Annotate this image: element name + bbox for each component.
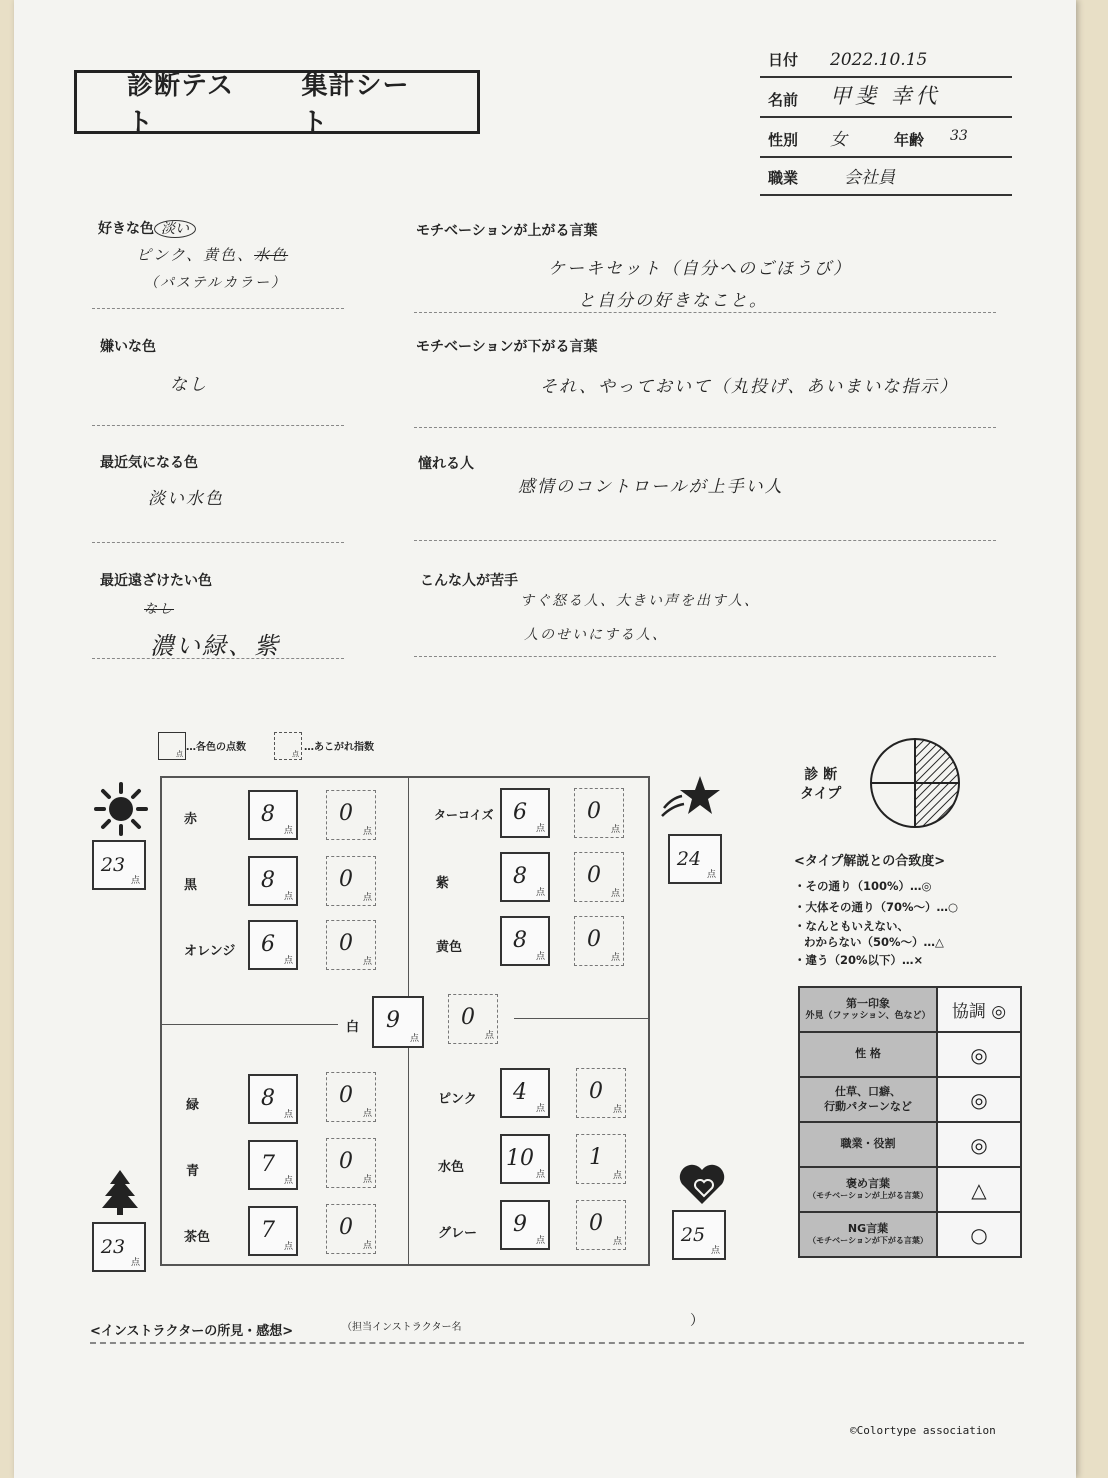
instructor-name-label: （担当インストラクター名 [342, 1322, 462, 1333]
score-box-red: 8 点 [248, 790, 298, 840]
admire-box-gray: 0 点 [576, 1200, 626, 1250]
footer-copyright: ©Colortype association [850, 1424, 996, 1437]
age-value: 33 [950, 128, 968, 144]
recent-color-answer: 淡い水色 [148, 489, 224, 509]
score-box-blue: 7 点 [248, 1140, 298, 1190]
sheet-title [74, 70, 480, 138]
color-label-orange: オレンジ [184, 944, 236, 959]
color-label-yellow: 黄色 [436, 940, 463, 955]
job-row [760, 158, 1012, 196]
gender-age-row [760, 120, 1012, 158]
color-label-blue: 青 [186, 1164, 200, 1179]
job-value: 会社員 [844, 168, 895, 188]
score-box-green: 8 点 [248, 1074, 298, 1124]
avoid-color-struck: なし [144, 602, 175, 617]
legend-solid-box: 点 [158, 732, 186, 760]
admired-label: 憧れる人 [418, 456, 474, 472]
color-label-white: 白 [346, 1020, 360, 1035]
divider [414, 312, 996, 313]
grid-line [514, 1018, 650, 1019]
admire-box-turquoise: 0 点 [574, 788, 624, 838]
motivation-up-answer-1: ケーキセット（自分へのごほうび） [548, 259, 852, 279]
star-icon [660, 772, 724, 822]
motivation-up-label: モチベーションが上がる言葉 [416, 223, 598, 239]
color-label-red: 赤 [184, 812, 198, 827]
divider [414, 540, 996, 541]
gender-label: 性別 [768, 131, 799, 149]
grid-line [408, 1048, 409, 1266]
score-sheet [14, 0, 1076, 1478]
tree-total: 23 点 [92, 1222, 146, 1272]
divider [414, 427, 996, 428]
match-title: <タイプ解説との合致度> [794, 854, 946, 869]
star-total: 24 点 [668, 834, 722, 884]
admire-box-blue: 0 点 [326, 1138, 376, 1188]
gender-value: 女 [830, 130, 847, 150]
admire-box-red: 0 点 [326, 790, 376, 840]
job-label: 職業 [768, 169, 799, 187]
grid-line [408, 776, 409, 1010]
color-label-black: 黒 [184, 878, 198, 893]
diagnosis-type-label: 診 断 タイプ [800, 767, 842, 802]
score-box-lightblue: 10 点 [500, 1134, 550, 1184]
sun-icon [94, 782, 148, 836]
admire-box-black: 0 点 [326, 856, 376, 906]
admire-box-green: 0 点 [326, 1072, 376, 1122]
admire-box-orange: 0 点 [326, 920, 376, 970]
score-box-white: 9 点 [372, 996, 424, 1048]
score-box-turquoise: 6 点 [500, 788, 550, 838]
liked-color-label: 好きな色 淡い [98, 218, 196, 238]
weak-at-label: こんな人が苦手 [420, 573, 518, 589]
admired-answer: 感情のコントロールが上手い人 [518, 477, 784, 497]
divider [92, 425, 344, 426]
color-label-pink: ピンク [438, 1092, 477, 1107]
legend-solid-text: …各色の点数 [186, 742, 246, 753]
instructor-close-paren: ） [690, 1313, 704, 1329]
color-label-brown: 茶色 [184, 1230, 211, 1245]
legend-dashed-box: 点 [274, 732, 302, 760]
age-label: 年齢 [894, 131, 925, 149]
liked-color-answer-2: （パステルカラー） [144, 275, 288, 291]
score-box-black: 8 点 [248, 856, 298, 906]
match-legend: ・その通り（100%）…◎ ・大体その通り（70%〜）…○ ・なんともいえない、 わからない（50%〜）…△ ・違う（20%以下）…× [794, 879, 959, 967]
admire-box-purple: 0 点 [574, 852, 624, 902]
color-label-turquoise: ターコイズ [434, 808, 494, 822]
title-part-1: 診断テスト [127, 71, 234, 138]
admire-box-pink: 0 点 [576, 1068, 626, 1118]
tree-icon [100, 1168, 140, 1216]
admire-box-white: 0 点 [448, 994, 498, 1044]
score-box-gray: 9 点 [500, 1200, 550, 1250]
grid-line [160, 1024, 338, 1025]
admire-box-lightblue: 1 点 [576, 1134, 626, 1184]
table-row: 褒め言葉 （モチベーションが上がる言葉） △ [799, 1167, 1021, 1212]
heart-total: 25 点 [672, 1210, 726, 1260]
name-value: 甲斐 幸代 [830, 84, 941, 108]
motivation-up-answer-2: と自分の好きなこと。 [578, 291, 768, 311]
liked-color-struck: 水色 [254, 246, 289, 264]
weak-at-answer-1: すぐ怒る人、大きい声を出す人、 [520, 593, 760, 609]
table-row: NG言葉 （モチベーションが下がる言葉） ○ [799, 1212, 1021, 1257]
admire-box-brown: 0 点 [326, 1204, 376, 1254]
disliked-color-label: 嫌いな色 [100, 339, 156, 355]
divider [92, 308, 344, 309]
divider [92, 658, 344, 659]
table-row: 職業・役割 ◎ [799, 1122, 1021, 1167]
table-row: 第一印象 外見（ファッション、色など） 協調 ◎ [799, 987, 1021, 1032]
color-label-green: 緑 [186, 1098, 200, 1113]
motivation-down-label: モチベーションが下がる言葉 [416, 339, 598, 355]
name-row [760, 80, 1012, 118]
date-label: 日付 [768, 51, 799, 69]
date-value: 2022.10.15 [830, 50, 928, 70]
divider [92, 542, 344, 543]
color-label-lightblue: 水色 [438, 1160, 465, 1175]
divider [414, 656, 996, 657]
avoid-color-label: 最近遠ざけたい色 [100, 573, 212, 589]
liked-color-answer-1: ピンク、黄色、水色 [136, 246, 289, 264]
score-box-brown: 7 点 [248, 1206, 298, 1256]
legend-dashed-text: …あこがれ指数 [304, 742, 374, 753]
name-label: 名前 [768, 91, 799, 109]
heart-icon [678, 1162, 726, 1206]
instructor-line [90, 1342, 1024, 1344]
sun-total: 23 点 [92, 840, 146, 890]
recent-color-label: 最近気になる色 [100, 455, 198, 471]
evaluation-table [798, 986, 1022, 1258]
avoid-color-answer: 濃い緑、紫 [150, 632, 280, 660]
disliked-color-answer: なし [170, 375, 208, 395]
score-box-purple: 8 点 [500, 852, 550, 902]
weak-at-answer-2: 人のせいにする人、 [524, 627, 668, 643]
admire-box-yellow: 0 点 [574, 916, 624, 966]
color-label-gray: グレー [438, 1226, 478, 1241]
score-box-orange: 6 点 [248, 920, 298, 970]
table-row: 仕草、口癖、 行動パターンなど ◎ [799, 1077, 1021, 1122]
date-row [760, 40, 1012, 78]
instructor-label: <インストラクターの所見・感想> [90, 1324, 294, 1339]
table-row: 性 格 ◎ [799, 1032, 1021, 1077]
motivation-down-answer: それ、やっておいて（丸投げ、あいまいな指示） [540, 377, 959, 397]
score-box-pink: 4 点 [500, 1068, 550, 1118]
diagnosis-type-pie-icon [868, 736, 962, 830]
color-label-purple: 紫 [436, 876, 450, 891]
score-box-yellow: 8 点 [500, 916, 550, 966]
liked-color-circled: 淡い [154, 220, 196, 238]
title-part-2: 集計シート [301, 71, 410, 138]
